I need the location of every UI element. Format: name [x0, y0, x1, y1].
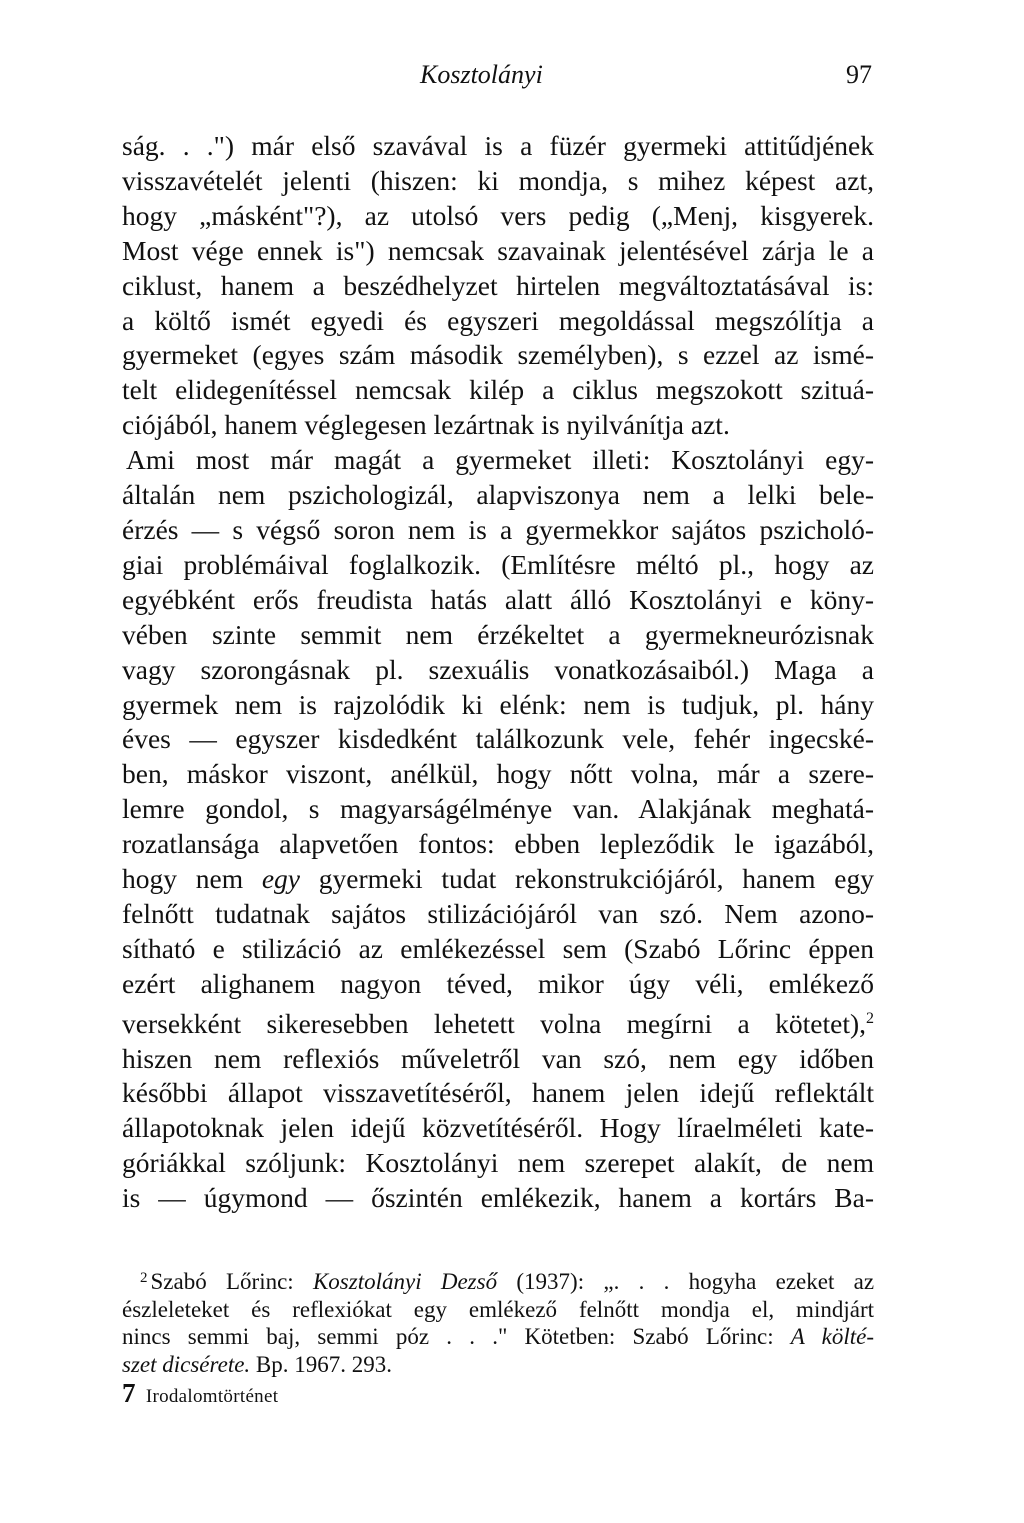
text-line: lemre gondol, s magyarságélménye van. Alakjának meghatá-: [122, 793, 874, 825]
footnote-text: (1937): „. . . hogyha ezeket az: [516, 1269, 875, 1295]
footnote-text: Bp. 1967. 293.: [255, 1351, 393, 1377]
text-line: ság. . .") már első szavával is a füzér gyermeki attitűdjének: [122, 130, 874, 161]
footnote-line: [122, 1351, 874, 1379]
page-header: [122, 60, 874, 102]
text-line: ciklust, hanem a beszédhelyzet hirtelen megváltoztatásával is:: [122, 269, 874, 301]
printer-signature: [122, 1378, 278, 1409]
text-line: is — úgymond — őszintén emlékezik, hanem a kortárs Ba-: [122, 1182, 874, 1214]
text-line: rozatlansága alapvetően fontos: ebben lepleződik le igazából,: [122, 828, 874, 860]
text-line: érzés — s végső soron nem is a gyermekkor sajátos pszicholó-: [122, 513, 874, 545]
footnote-marker: 2: [140, 1270, 148, 1287]
running-title: Kosztolányi: [420, 60, 543, 89]
text-line: éves — egyszer kisdedként találkozunk vele, fehér ingecské-: [122, 723, 874, 755]
body-text: [122, 129, 874, 1216]
footnote-title: szet dicsérete.: [122, 1351, 251, 1377]
footnote-title: Kosztolányi Dezső: [312, 1269, 498, 1295]
text-line: ben, máskor viszont, anélkül, hogy nőtt volna, már a szere-: [122, 758, 874, 790]
text-line: gyermeket (egyes szám második személyben), s ezzel az ismé-: [122, 339, 874, 371]
text-segment: hogy nem: [122, 863, 244, 895]
text-line: hogy „másként"?), az utolsó vers pedig („Menj, kisgyerek.: [122, 199, 874, 231]
text-line: ciójából, hanem véglegesen lezártnak is nyilvánítja azt.: [122, 409, 730, 441]
book-page: [122, 60, 874, 1378]
text-line: telt elidegenítéssel nemcsak kilép a ciklus megszokott szituá-: [122, 374, 874, 406]
text-line: giai problémáival foglalkozik. (Említésre méltó pl., hogy az: [122, 548, 874, 580]
emphasis: egy: [261, 863, 300, 895]
text-line: Ami most már magát a gyermeket illeti: Kosztolányi egy-: [126, 444, 874, 476]
text-line: a költő ismét egyedi és egyszeri megoldással megszólítja a: [122, 304, 874, 336]
footnote-line: [122, 1323, 874, 1351]
footnotes: [122, 1265, 874, 1378]
text-line: [122, 862, 874, 897]
text-line: hiszen nem reflexiós műveletről van szó, nem egy időben: [122, 1042, 874, 1074]
text-line: sítható e stilizáció az emlékezéssel sem (Szabó Lőrinc éppen: [122, 932, 874, 964]
text-line: góriákkal szóljunk: Kosztolányi nem szerepet alakít, de nem: [122, 1147, 874, 1179]
footnote-line: [122, 1265, 874, 1296]
footnote-text: nincs semmi baj, semmi póz . . ." Kötetben: Szabó Lőrinc:: [122, 1324, 774, 1350]
text-line: ezért alighanem nagyon téved, mikor úgy véli, emlékező: [122, 967, 874, 999]
text-line: gyermek nem is rajzolódik ki elénk: nem is tudjuk, pl. hány: [122, 688, 874, 720]
text-line: későbbi állapot visszavetítéséről, hanem jelen idejű reflektált: [122, 1077, 874, 1109]
signature-number: 7: [122, 1378, 136, 1408]
text-line: állapotoknak jelen idejű közvetítéséről. Hogy líraelméleti kate-: [122, 1112, 874, 1144]
text-segment: gyermeki tudat rekonstrukciójáról, hanem egy: [318, 863, 874, 895]
text-line: visszavételét jelenti (hiszen: ki mondja, s mihez képest azt,: [122, 164, 874, 196]
footnote-line: észleleteket és reflexiókat egy emlékező felnőtt mondja el, mindjárt: [122, 1296, 874, 1322]
text-line: általán nem pszichologizál, alapviszonya nem a lelki bele-: [122, 479, 874, 511]
page-number: 97: [846, 60, 872, 89]
footnote-text: Szabó Lőrinc:: [150, 1269, 294, 1295]
text-line: felnőtt tudatnak sajátos stilizációjáról van szó. Nem azono-: [122, 897, 874, 929]
text-line: vagy szorongásnak pl. szexuális vonatkozásaiból.) Maga a: [122, 653, 874, 685]
footnote-title: A költé-: [790, 1324, 874, 1350]
text-line: [122, 1002, 874, 1042]
text-line: Most vége ennek is") nemcsak szavainak jelentésével zárja le a: [122, 234, 874, 266]
text-segment: versekként sikeresebben lehetett volna megírni a kötetet),: [122, 1007, 866, 1039]
footnote-reference: 2: [866, 1009, 874, 1027]
signature-text: Irodalomtörténet: [145, 1386, 279, 1407]
text-line: egyébként erős freudista hatás alatt álló Kosztolányi e köny-: [122, 583, 874, 615]
text-line: vében szinte semmit nem érzékeltet a gyermekneurózisnak: [122, 618, 874, 650]
